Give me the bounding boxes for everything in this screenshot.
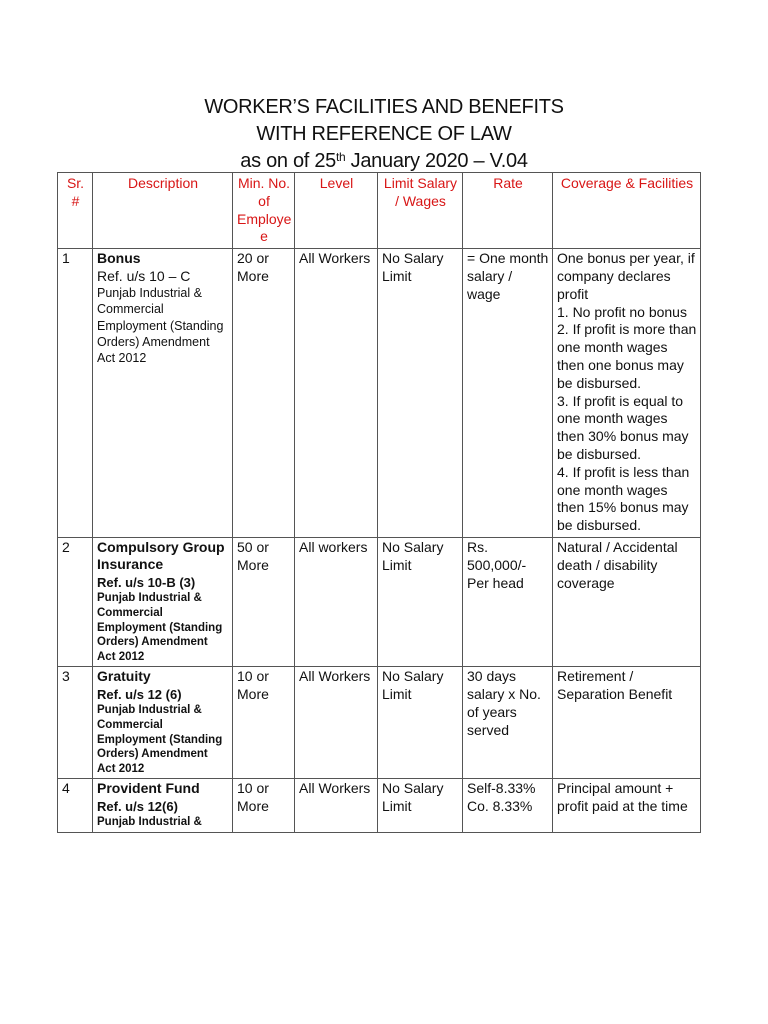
cell-description: [93, 779, 233, 833]
cell-sr: 2: [58, 537, 93, 666]
cell-level: All Workers: [295, 249, 378, 538]
cell-limit: No Salary Limit: [378, 537, 463, 666]
cell-level: All workers: [295, 537, 378, 666]
cell-min-employees: 20 or More: [233, 249, 295, 538]
cell-description: [93, 667, 233, 779]
benefit-act: Punjab Industrial &: [97, 816, 202, 829]
cell-coverage: Principal amount + profit paid at the time: [553, 779, 701, 833]
cell-coverage: One bonus per year, if company declares profit 1. No profit no bonus 2. If profit is more than one month wages then one bonus may be disbursed. 3. If profit is equal to one month wages then 30% bonus may be disbursed. 4. If profit is less than one month wages then 15% bonus may be disbursed.: [553, 249, 701, 538]
cell-coverage: Natural / Accidental death / disability coverage: [553, 537, 701, 666]
table-header-row: [58, 173, 701, 249]
header-min-employees: Min. No. of Employe e: [233, 173, 295, 249]
benefit-act: Punjab Industrial & Commercial Employment (Standing Orders) Amendment Act 2012: [97, 286, 224, 365]
cell-rate: Rs. 500,000/- Per head: [463, 537, 553, 666]
cell-rate: = One month salary / wage: [463, 249, 553, 538]
cell-level: All Workers: [295, 779, 378, 833]
cell-min-employees: 50 or More: [233, 537, 295, 666]
cell-coverage: Retirement / Separation Benefit: [553, 667, 701, 779]
benefit-act: Punjab Industrial & Commercial Employment (Standing Orders) Amendment Act 2012: [97, 704, 223, 775]
benefit-reference: Ref. u/s 10-B (3): [97, 574, 196, 590]
cell-min-employees: 10 or More: [233, 667, 295, 779]
header-coverage: Coverage & Facilities: [553, 173, 701, 249]
table-row: [58, 667, 701, 779]
benefit-reference: Ref. u/s 12(6): [97, 798, 178, 814]
title-line-3: as on of 25th January 2020 – V.04: [240, 150, 528, 172]
cell-rate: 30 days salary x No. of years served: [463, 667, 553, 779]
benefit-title: Compulsory Group Insurance: [97, 538, 225, 573]
header-rate: Rate: [463, 173, 553, 249]
cell-min-employees: 10 or More: [233, 779, 295, 833]
benefit-title: Provident Fund: [97, 780, 200, 797]
benefits-table: [57, 172, 701, 833]
cell-limit: No Salary Limit: [378, 667, 463, 779]
benefit-title: Bonus: [97, 250, 141, 267]
benefit-title: Gratuity: [97, 668, 151, 685]
cell-limit: No Salary Limit: [378, 779, 463, 833]
benefit-reference: Ref. u/s 12 (6): [97, 686, 182, 702]
cell-description: [93, 249, 233, 538]
cell-level: All Workers: [295, 667, 378, 779]
cell-rate: Self-8.33% Co. 8.33%: [463, 779, 553, 833]
benefit-reference: Ref. u/s 10 – C: [97, 267, 191, 284]
header-description: Description: [93, 173, 233, 249]
header-sr: Sr. #: [58, 173, 93, 249]
cell-sr: 3: [58, 667, 93, 779]
table-row: [58, 779, 701, 833]
document-title: [0, 94, 768, 175]
cell-description: [93, 537, 233, 666]
cell-sr: 4: [58, 779, 93, 833]
table-row: [58, 249, 701, 538]
header-limit: Limit Salary / Wages: [378, 173, 463, 249]
title-line-1: WORKER’S FACILITIES AND BENEFITS: [204, 96, 564, 118]
header-level: Level: [295, 173, 378, 249]
benefit-act: Punjab Industrial & Commercial Employment (Standing Orders) Amendment Act 2012: [97, 592, 223, 663]
cell-sr: 1: [58, 249, 93, 538]
cell-limit: No Salary Limit: [378, 249, 463, 538]
title-line-2: WITH REFERENCE OF LAW: [256, 123, 512, 145]
table-row: [58, 537, 701, 666]
